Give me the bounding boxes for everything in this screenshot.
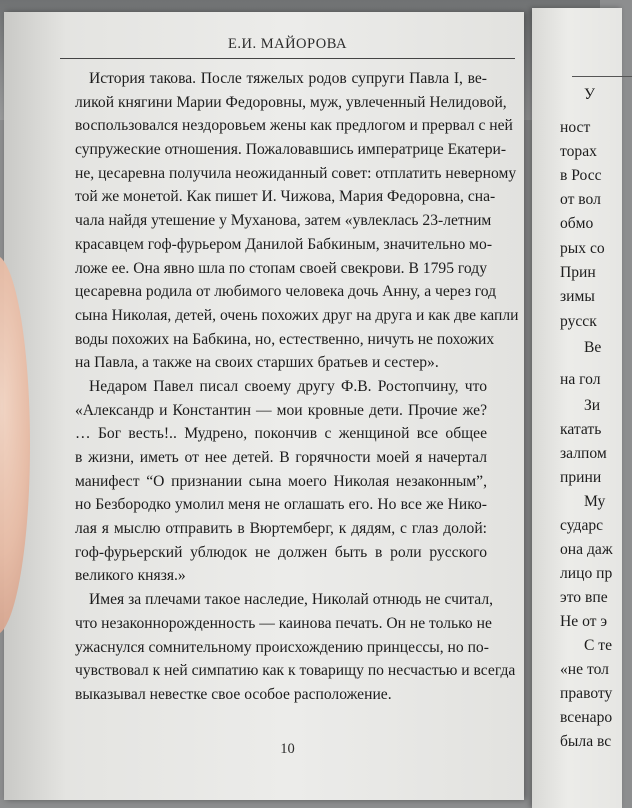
right-page-fragment: всенаро (560, 709, 613, 726)
right-page-fragment: залпом (560, 445, 607, 462)
text-line: в жизни, иметь от нее детей. В горячности моей я начертал (75, 449, 487, 466)
body-text (75, 67, 519, 707)
right-page-fragment: Не от э (560, 613, 608, 630)
right-page-fragment: ност (560, 119, 591, 136)
right-page-fragment: прини (560, 469, 602, 486)
right-page-fragment: сударс (560, 517, 604, 534)
right-page-fragment: от вол (560, 191, 601, 208)
text-line: ликой княгини Марии Федоровны, муж, увлеченный Нелидовой, (75, 93, 507, 111)
right-page-fragment: правоту (560, 685, 613, 702)
text-line: гоф-фурьерский ублюдок не должен быть в роли русского (75, 543, 487, 561)
right-page-fragment: У (584, 86, 596, 103)
right-page-fragment: зимы (560, 288, 595, 305)
text-line: манифест “О признании сына моего Николая незаконным”, (75, 472, 487, 490)
text-line: «Александр и Константин — мои кровные дети. Прочие же? (75, 401, 487, 419)
text-line: что незаконнорожденность — каинова печать. Он не только не (75, 614, 492, 632)
text-line: той же монетой. Как пишет И. Чижова, Мария Федоровна, сна- (75, 188, 496, 206)
text-line: История такова. После тяжелых родов супруги Павла I, ве- (89, 70, 487, 87)
text-line: сына Николая, детей, очень похожих друг на друга и как две капли (75, 306, 519, 324)
text-line: на Павла, а также на своих старших братьев и сестер». (75, 354, 439, 372)
text-line: воспользовался нездоровьем жены как предлогом и прервал с ней (75, 117, 513, 135)
right-page-fragment: была вс (560, 733, 612, 750)
text-line: красавцем гоф-фурьером Данилой Бабкиным, значительно мо- (75, 235, 493, 253)
text-line: воды похожих на Бабкина, но, естественно, ничуть не похожих (75, 330, 495, 348)
text-line: чувствовал к ней симпатию как к товарищу по несчастью и всегда (75, 662, 516, 680)
right-page-fragment: Ве (584, 339, 602, 356)
text-line: Недаром Павел писал своему другу Ф.В. Ростопчину, что (89, 377, 487, 395)
right-page-fragment: С те (584, 637, 613, 654)
right-page-fragment: Прин (560, 264, 596, 281)
right-page-fragment: это впе (560, 589, 608, 606)
right-page-rule (572, 76, 632, 77)
right-page-fragment: катать (560, 421, 602, 438)
right-page (532, 8, 622, 808)
right-page-fragment: она даж (560, 541, 613, 558)
right-page-fragment: на гол (560, 371, 601, 388)
text-line: но Безбородко умолил меня не оглашать его. Но все же Нико- (75, 496, 487, 514)
header-rule (60, 58, 515, 59)
text-line: выказывал невестке свое особое расположение. (75, 685, 392, 703)
right-page-fragment: в Росс (560, 167, 602, 184)
right-page-fragment: «не тол (560, 661, 609, 678)
right-page-fragment: торах (560, 143, 597, 160)
text-line: супружеские отношения. Пожаловавшись императрице Екатери- (75, 141, 507, 159)
text-line: … Бог весть!.. Мудрено, покончив с женщиной все общее (75, 425, 487, 443)
right-page-fragment: Му (584, 493, 606, 510)
text-line: не, цесаревна получила неожиданный совет: отплатить неверному (75, 164, 517, 182)
right-page-fragment: русск (560, 313, 597, 330)
right-page-fragment: лицо пр (560, 565, 613, 582)
text-line: ложе ее. Она явно шла по стопам своей свекрови. В 1795 году (75, 259, 487, 277)
right-page-fragment: рых со (560, 240, 605, 257)
text-line: цесаревна родила от любимого человека дочь Анну, а через год (75, 283, 497, 301)
text-line: Имея за плечами такое наследие, Николай отнюдь не считал, (89, 591, 494, 609)
page-number: 10 (280, 741, 295, 757)
right-page-fragment: обмо (560, 215, 594, 232)
text-line: ужаснулся сомнительному происхождению принцессы, но по- (75, 638, 489, 656)
text-line: великого князя.» (75, 567, 186, 585)
right-page-fragment: Зи (584, 397, 601, 414)
text-line: лая я мыслю отправить в Вюртемберг, к дядям, с глаз долой: (75, 520, 487, 538)
text-line: чала найдя утешение у Муханова, затем «увлеклась 23-летним (75, 212, 492, 230)
running-header: Е.И. МАЙОРОВА (228, 36, 347, 52)
